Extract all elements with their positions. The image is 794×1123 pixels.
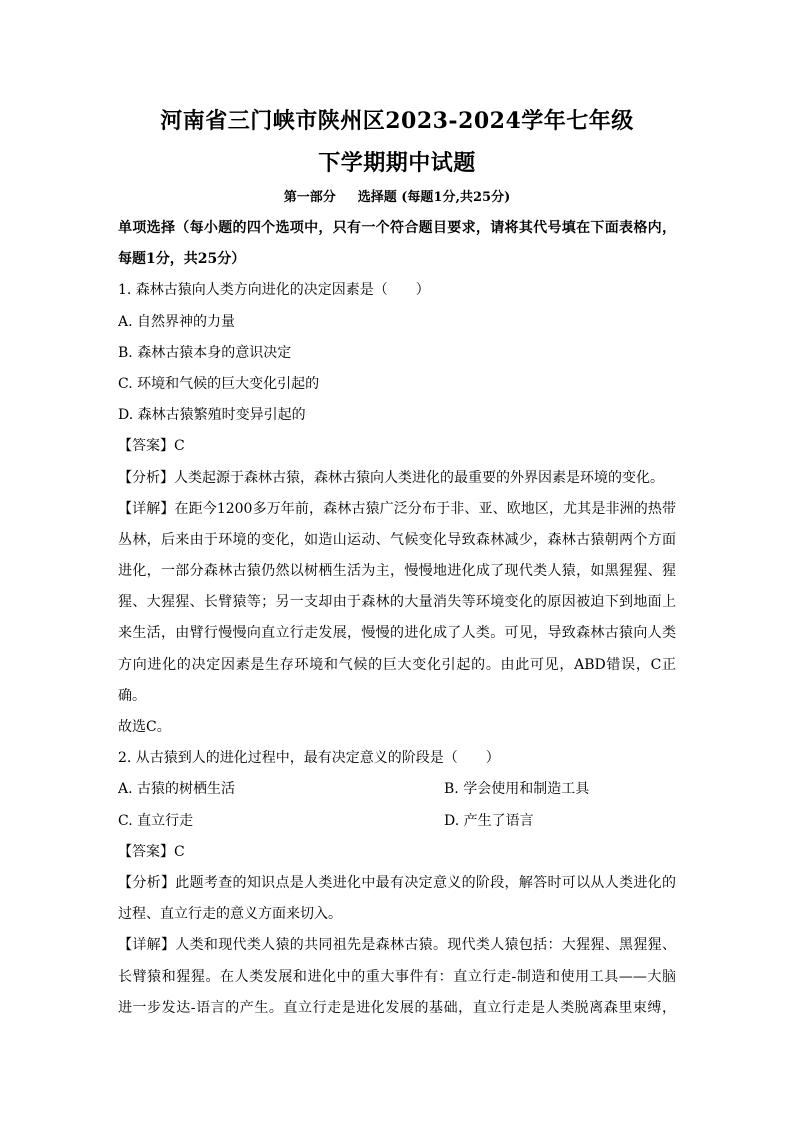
q2-detail-line: 【详解】人类和现代类人猿的共同祖先是森林古猿。现代类人猿包括：大猩猩、黑猩猩、 — [118, 937, 676, 954]
content-body — [118, 213, 676, 1024]
q2-option-a: A. 古猿的树栖生活 — [118, 781, 236, 798]
q1-detail-line: 猩、大猩猩、长臂猿等；另一支却由于森林的大量消失等环境变化的原因被迫下到地面上 — [118, 594, 676, 611]
q2-stem: 2. 从古猿到人的进化过程中，最有决定意义的阶段是（ ） — [118, 750, 500, 767]
q1-analysis: 【分析】人类起源于森林古猿，森林古猿向人类进化的最重要的外界因素是环境的变化。 — [118, 469, 664, 486]
q2-option-c: C. 直立行走 — [118, 812, 194, 829]
q2-options-row-1 — [118, 774, 676, 805]
q1-detail-line: 方向进化的决定因素是生存环境和气候的巨大变化引起的。由此可见，ABD错误，C正 — [118, 656, 676, 673]
q2-analysis-line: 过程、直立行走的意义方面来切入。 — [118, 906, 342, 923]
q2-detail-line: 进一步发达-语言的产生。直立行走是进化发展的基础，直立行走是人类脱离森里束缚， — [118, 999, 676, 1016]
page-title: 河南省三门峡市陕州区2023-2024学年七年级 — [160, 108, 634, 134]
instructions-line-1: 单项选择（每小题的四个选项中，只有一个符合题目要求，请将其代号填在下面表格内， — [118, 220, 676, 236]
section-name: 选择题 (每题1分,共25分) — [357, 190, 511, 205]
q1-answer: 【答案】C — [118, 438, 185, 455]
q1-detail-line: 进化，一部分森林古猿仍然以树栖生活为主，慢慢地进化成了现代类人猿，如黑猩猩、猩 — [118, 563, 676, 580]
q1-detail-line: 丛林，后来由于环境的变化，如造山运动、气候变化导致森林减少，森林古猿朝两个方面 — [118, 531, 676, 548]
q1-option-c: C. 环境和气候的巨大变化引起的 — [118, 375, 320, 392]
section-part: 第一部分 — [283, 190, 336, 205]
q1-option-b: B. 森林古猿本身的意识决定 — [118, 344, 292, 361]
q2-option-d: D. 产生了语言 — [444, 812, 534, 829]
q1-detail-line: 来生活，由臂行慢慢向直立行走发展，慢慢的进化成了人类。可见，导致森林古猿向人类 — [118, 625, 676, 642]
section-heading — [0, 186, 794, 205]
q2-options-row-2 — [118, 806, 676, 837]
q2-detail-line: 长臂猿和猩猩。在人类发展和进化中的重大事件有：直立行走-制造和使用工具——大脑 — [118, 968, 676, 985]
q2-analysis-line: 【分析】此题考查的知识点是人类进化中最有决定意义的阶段，解答时可以从人类进化的 — [118, 874, 676, 891]
q1-option-d: D. 森林古猿繁殖时变异引起的 — [118, 407, 306, 424]
q1-stem: 1. 森林古猿向人类方向进化的决定因素是（ ） — [118, 282, 430, 299]
q2-answer: 【答案】C — [118, 843, 185, 860]
q1-detail-line: 【详解】在距今1200多万年前，森林古猿广泛分布于非、亚、欧地区，尤其是非洲的热带 — [118, 500, 676, 517]
page-subtitle: 下学期期中试题 — [318, 150, 476, 176]
instructions-line-2: 每题1分，共25分） — [118, 251, 246, 268]
q1-option-a: A. 自然界神的力量 — [118, 313, 236, 330]
q1-conclusion: 故选C。 — [118, 719, 171, 735]
q2-option-b: B. 学会使用和制造工具 — [444, 781, 590, 798]
q1-detail-line: 确。 — [118, 687, 146, 704]
